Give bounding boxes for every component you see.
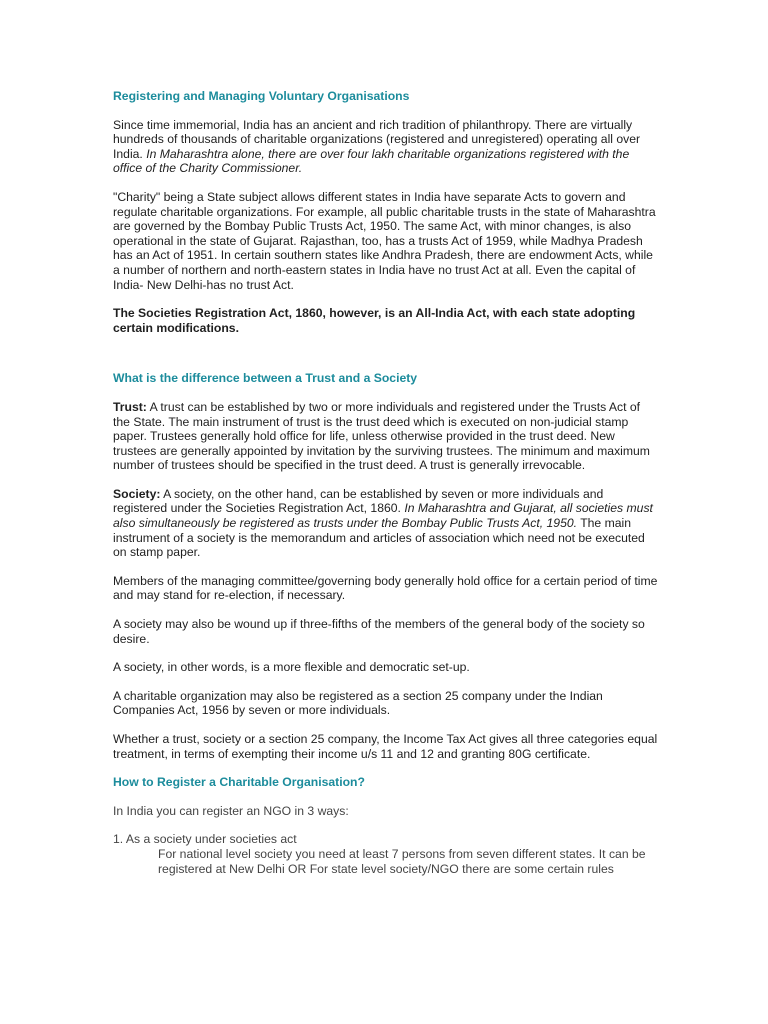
list-item-society-detail: For national level society you need at least 7 persons from seven different states. It can be registered at New Delhi OR For state level society/NGO there are some certain rules bbox=[158, 846, 646, 876]
members-paragraph: Members of the managing committee/governing body generally hold office for a certain period of time and may stand for re-election, if necessary. bbox=[113, 573, 658, 603]
trust-paragraph bbox=[113, 400, 658, 473]
society-label: Society: bbox=[113, 486, 161, 501]
section-heading-register: How to Register a Charitable Organisation? bbox=[113, 775, 365, 790]
intro-italic-text: In Maharashtra alone, there are over four lakh charitable organizations registered with the office of the Charity Commissioner. bbox=[113, 146, 630, 176]
society-text-continued: The main instrument of a society is the memorandum and articles of association which need not be executed on stamp paper. bbox=[113, 516, 645, 560]
wound-up-paragraph: A society may also be wound up if three-fifths of the members of the general body of the society so desire. bbox=[113, 617, 645, 646]
page-title: Registering and Managing Voluntary Organisations bbox=[113, 89, 410, 103]
trust-label: Trust: bbox=[113, 399, 147, 414]
flexible-paragraph: A society, in other words, is a more flexible and democratic set-up. bbox=[113, 660, 470, 675]
intro-text: Since time immemorial, India has an ancient and rich tradition of philanthropy. There are virtually hundreds of thousands of charitable organizations (registered and unregistered) operating all over India. bbox=[113, 117, 641, 161]
income-tax-paragraph: Whether a trust, society or a section 25 company, the Income Tax Act gives all three categories equal treatment, in terms of exempting their income u/s 11 and 12 and granting 80G certificate. bbox=[113, 732, 658, 761]
society-italic-text: In Maharashtra and Gujarat, all societies must also simultaneously be registered as trusts under the Bombay Public Trusts Act, 1950. bbox=[113, 501, 653, 531]
section-spacer bbox=[113, 335, 658, 371]
document-page bbox=[113, 89, 658, 876]
section25-paragraph: A charitable organization may also be registered as a section 25 company under the Indian Companies Act, 1956 by seven or more individuals. bbox=[113, 688, 603, 718]
intro-bold-statement: The Societies Registration Act, 1860, however, is an All-India Act, with each state adopting certain modifications. bbox=[113, 306, 636, 335]
society-paragraph bbox=[113, 487, 658, 560]
list-item-society: 1. As a society under societies act bbox=[113, 832, 297, 847]
society-text: A society, on the other hand, can be established by seven or more individuals and registered under the Societies Registration Act, 1860. bbox=[113, 486, 604, 516]
section-heading-difference: What is the difference between a Trust and a Society bbox=[113, 371, 418, 386]
intro-paragraph-2: "Charity" being a State subject allows different states in India have separate Acts to govern and regulate charitable organizations. For example, all public charitable trusts in the state of Maharashtra are governed by the Bombay Public Trusts Act, 1950. The same Act, with minor changes, is also operational in the state of Gujarat. Rajasthan, too, has a trusts Act of 1959, while Madhya Pradesh has an Act of 1951. In certain southern states like Andhra Pradesh, there are endowment Acts, while a number of northern and north-eastern states in India have no trust Act at all. Even the capital of India- New Delhi-has no trust Act. bbox=[113, 189, 656, 292]
trust-text: A trust can be established by two or more individuals and registered under the Trusts Act of the State. The main instrument of trust is the trust deed which is executed on non-judicial stamp paper. Trustees generally hold office for life, unless otherwise provided in the trust deed. New trustees are generally appointed by invitation by the surviving trustees. The minimum and maximum number of trustees should be specified in the trust deed. A trust is generally irrevocable. bbox=[113, 399, 650, 473]
register-intro: In India you can register an NGO in 3 ways: bbox=[113, 803, 349, 818]
intro-paragraph-1 bbox=[113, 118, 658, 176]
